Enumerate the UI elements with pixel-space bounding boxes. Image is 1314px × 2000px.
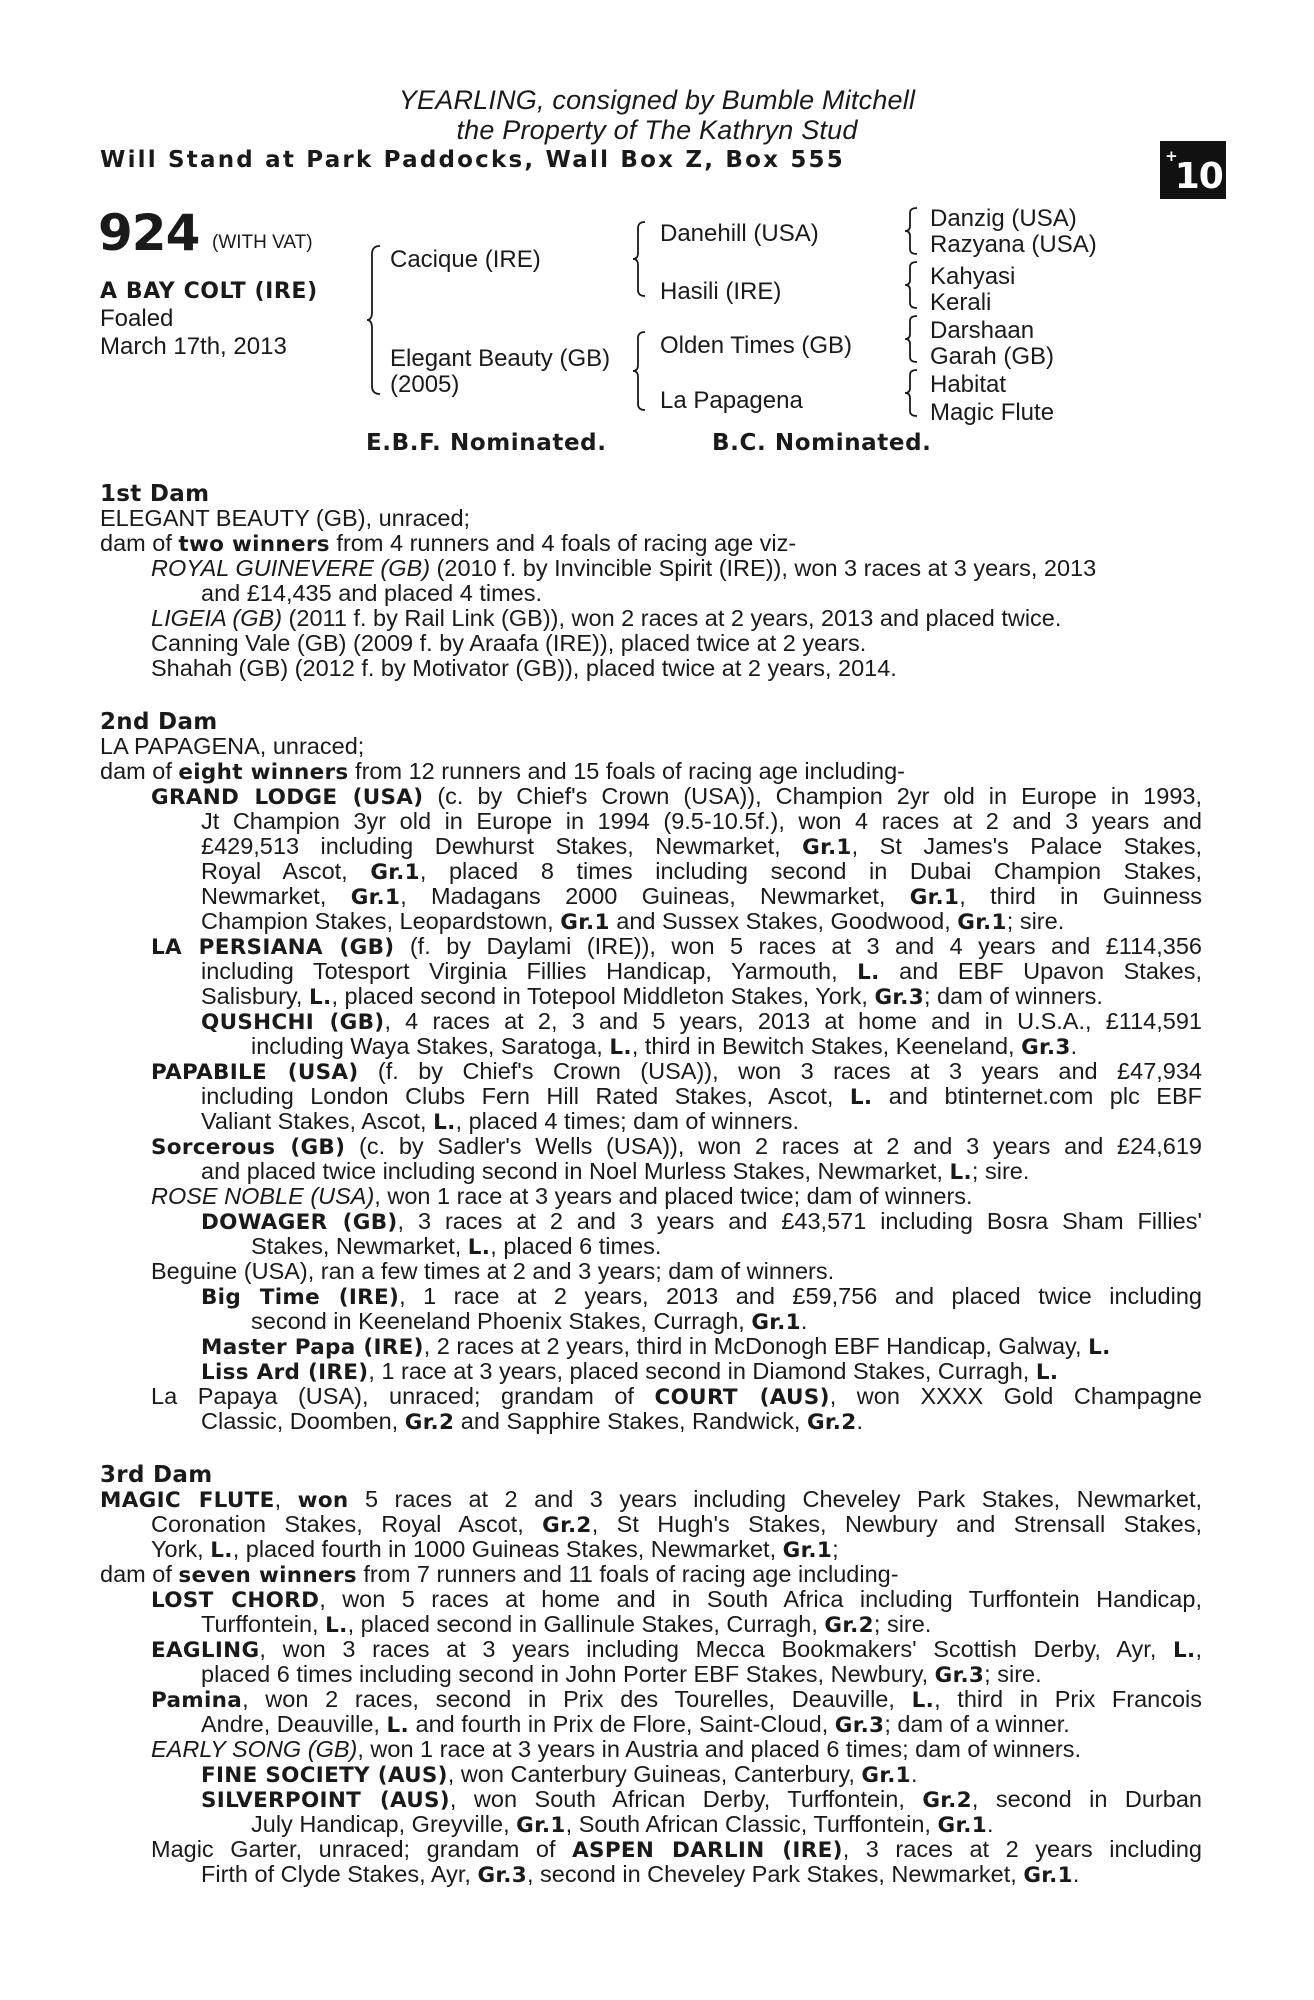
la-persiana-line-2: including Totesport Virginia Fillies Handicap, Yarmouth, L. and EBF Upavon Stakes,	[201, 958, 1202, 985]
papabile-line-2: including London Clubs Fern Hill Rated Stakes, Ascot, L. and btinternet.com plc EBF	[201, 1083, 1202, 1110]
lot-badge: +10	[1160, 141, 1226, 199]
papabile-line-1: PAPABILE (USA) (f. by Chief's Crown (USA)), won 3 races at 3 years and £47,934	[151, 1058, 1203, 1085]
first-dam-progeny-3: Canning Vale (GB) (2009 f. by Araafa (IRE)), placed twice at 2 years.	[151, 630, 867, 656]
property-line: the Property of The Kathryn Stud	[456, 115, 858, 145]
eagling-line-1: EAGLING, won 3 races at 3 years including Mecca Bookmakers' Scottish Derby, Ayr, L.,	[151, 1636, 1202, 1663]
grand-lodge-line-1: GRAND LODGE (USA) (c. by Chief's Crown (USA)), Champion 2yr old in Europe in 1993,	[151, 783, 1202, 810]
pamina-line-2: Andre, Deauville, L. and fourth in Prix de Flore, Saint-Cloud, Gr.3; dam of a winner.	[201, 1711, 1070, 1738]
first-dam-progeny-4: Shahah (GB) (2012 f. by Motivator (GB)), placed twice at 2 years, 2014.	[151, 655, 897, 681]
second-dam-summary: dam of eight winners from 12 runners and 15 foals of racing age including-	[100, 758, 906, 785]
ebf-nominated: E.B.F. Nominated.	[366, 430, 607, 456]
magic-flute-line-3: York, L., placed fourth in 1000 Guineas Stakes, Newmarket, Gr.1;	[151, 1536, 839, 1563]
foaled-info: Foaled March 17th, 2013	[100, 305, 287, 360]
grand-lodge-line-4: Royal Ascot, Gr.1, placed 8 times including second in Dubai Champion Stakes,	[201, 858, 1202, 885]
lost-chord-line-2: Turffontein, L., placed second in Gallinule Stakes, Curragh, Gr.2; sire.	[201, 1611, 932, 1638]
magic-flute-line-1: MAGIC FLUTE, won 5 races at 2 and 3 years including Cheveley Park Stakes, Newmarket,	[100, 1486, 1203, 1513]
eagling-line-2: placed 6 times including second in John Porter EBF Stakes, Newbury, Gr.3; sire.	[201, 1661, 1042, 1688]
big-time-line-1: Big Time (IRE), 1 race at 2 years, 2013 and £59,756 and placed twice including	[201, 1283, 1202, 1310]
pedigree-brace-g3	[904, 314, 924, 364]
pedigree-g4-3: Kahyasi	[930, 263, 1016, 290]
dowager-line-1: DOWAGER (GB), 3 races at 2 and 3 years and £43,571 including Bosra Sham Fillies'	[201, 1208, 1202, 1235]
third-dam-title: 3rd Dam	[100, 1462, 213, 1488]
grand-lodge-line-6: Champion Stakes, Leopardstown, Gr.1 and Sussex Stakes, Goodwood, Gr.1; sire.	[201, 908, 1065, 935]
liss-ard-line: Liss Ard (IRE), 1 race at 3 years, placed second in Diamond Stakes, Curragh, L.	[201, 1358, 1059, 1385]
qushchi-line-1: QUSHCHI (GB), 4 races at 2, 3 and 5 years, 2013 at home and in U.S.A., £114,591	[201, 1008, 1202, 1035]
pedigree-sire: Cacique (IRE)	[390, 246, 541, 273]
pedigree-sire-sire: Danehill (USA)	[660, 220, 819, 247]
pedigree-dam: Elegant Beauty (GB)	[390, 345, 611, 372]
pedigree-g4-1: Danzig (USA)	[930, 205, 1077, 232]
consignor-line: YEARLING, consigned by Bumble Mitchell	[398, 85, 916, 115]
big-time-line-2: second in Keeneland Phoenix Stakes, Curragh, Gr.1.	[251, 1308, 808, 1335]
pedigree-g4-6: Garah (GB)	[930, 343, 1055, 370]
first-dam-summary: dam of two winners from 4 runners and 4 foals of racing age viz-	[100, 530, 797, 557]
first-dam-progeny-1: ROYAL GUINEVERE (GB) (2010 f. by Invincible Spirit (IRE)), won 3 races at 3 years, 2013	[151, 555, 1097, 581]
fine-society-line: FINE SOCIETY (AUS), won Canterbury Guineas, Canterbury, Gr.1.	[201, 1761, 918, 1788]
pedigree-g4-4: Kerali	[930, 289, 992, 316]
magic-garter-line-1: Magic Garter, unraced; grandam of ASPEN DARLIN (IRE), 3 races at 2 years including	[151, 1836, 1203, 1863]
pedigree-dam-dam: La Papagena	[660, 387, 803, 414]
lot-number: 924	[98, 204, 200, 262]
la-persiana-line-3: Salisbury, L., placed second in Totepool Middleton Stakes, York, Gr.3; dam of winners.	[201, 983, 1103, 1010]
pedigree-brace-dam	[632, 330, 654, 412]
silverpoint-line-2: July Handicap, Greyville, Gr.1, South African Classic, Turffontein, Gr.1.	[251, 1811, 994, 1838]
first-dam-title: 1st Dam	[100, 481, 210, 507]
magic-garter-line-2: Firth of Clyde Stakes, Ayr, Gr.3, second in Cheveley Park Stakes, Newmarket, Gr.1.	[201, 1861, 1080, 1888]
bc-nominated: B.C. Nominated.	[712, 430, 932, 456]
master-papa-line: Master Papa (IRE), 2 races at 2 years, third in McDonogh EBF Handicap, Galway, L.	[201, 1333, 1111, 1360]
pamina-line-1: Pamina, won 2 races, second in Prix des Tourelles, Deauville, L., third in Prix Francois	[151, 1686, 1203, 1713]
pedigree-dam-sire: Olden Times (GB)	[660, 332, 853, 359]
sorcerous-line-1: Sorcerous (GB) (c. by Sadler's Wells (USA)), won 2 races at 2 and 3 years and £24,619	[151, 1133, 1202, 1160]
pedigree-g4-2: Razyana (USA)	[930, 231, 1097, 258]
first-dam-progeny-2: LIGEIA (GB) (2011 f. by Rail Link (GB)), won 2 races at 2 years, 2013 and placed twice.	[151, 605, 1062, 631]
pedigree-g4-5: Darshaan	[930, 317, 1035, 344]
rose-noble-line: ROSE NOBLE (USA), won 1 race at 3 years and placed twice; dam of winners.	[151, 1183, 973, 1209]
pedigree-sire-dam: Hasili (IRE)	[660, 278, 782, 305]
grand-lodge-line-2: Jt Champion 3yr old in Europe in 1994 (9.5-10.5f.), won 4 races at 2 and 3 years and	[201, 808, 1202, 834]
vat-label: (WITH VAT)	[212, 232, 313, 253]
pedigree-brace-g2	[904, 260, 924, 310]
beguine-line: Beguine (USA), ran a few times at 2 and 3 years; dam of winners.	[151, 1258, 835, 1284]
la-papaya-line-1: La Papaya (USA), unraced; grandam of COURT (AUS), won XXXX Gold Champagne	[151, 1383, 1202, 1410]
second-dam-title: 2nd Dam	[100, 709, 218, 735]
pedigree-brace-g4	[904, 368, 924, 418]
grand-lodge-line-5: Newmarket, Gr.1, Madagans 2000 Guineas, Newmarket, Gr.1, third in Guinness	[201, 883, 1202, 910]
sorcerous-line-2: and placed twice including second in Noel Murless Stakes, Newmarket, L.; sire.	[201, 1158, 1030, 1185]
grand-lodge-line-3: £429,513 including Dewhurst Stakes, Newmarket, Gr.1, St James's Palace Stakes,	[201, 833, 1202, 860]
pedigree-brace-sire	[632, 220, 654, 298]
pedigree-brace-g1	[904, 206, 924, 256]
early-song-line: EARLY SONG (GB), won 1 race at 3 years in Austria and placed 6 times; dam of winners.	[151, 1736, 1082, 1762]
pedigree-brace-main	[366, 244, 390, 396]
magic-flute-line-2: Coronation Stakes, Royal Ascot, Gr.2, St Hugh's Stakes, Newbury and Strensall Stakes,	[151, 1511, 1202, 1538]
second-dam-name: LA PAPAGENA, unraced;	[100, 733, 365, 759]
first-dam-name: ELEGANT BEAUTY (GB), unraced;	[100, 505, 471, 531]
lost-chord-line-1: LOST CHORD, won 5 races at home and in South Africa including Turffontein Handicap,	[151, 1586, 1202, 1613]
pedigree-dam-year: (2005)	[390, 371, 460, 398]
stand-location: Will Stand at Park Paddocks, Wall Box Z, Box 555	[100, 147, 845, 173]
third-dam-summary: dam of seven winners from 7 runners and 11 foals of racing age including-	[100, 1561, 899, 1588]
lot-description: A BAY COLT (IRE)	[100, 279, 318, 304]
pedigree-g4-7: Habitat	[930, 371, 1007, 398]
dowager-line-2: Stakes, Newmarket, L., placed 6 times.	[251, 1233, 662, 1260]
pedigree-g4-8: Magic Flute	[930, 399, 1055, 426]
la-papaya-line-2: Classic, Doomben, Gr.2 and Sapphire Stakes, Randwick, Gr.2.	[201, 1408, 864, 1435]
qushchi-line-2: including Waya Stakes, Saratoga, L., third in Bewitch Stakes, Keeneland, Gr.3.	[251, 1033, 1078, 1060]
papabile-line-3: Valiant Stakes, Ascot, L., placed 4 times; dam of winners.	[201, 1108, 800, 1135]
la-persiana-line-1: LA PERSIANA (GB) (f. by Daylami (IRE)), won 5 races at 3 and 4 years and £114,356	[151, 933, 1202, 960]
silverpoint-line-1: SILVERPOINT (AUS), won South African Derby, Turffontein, Gr.2, second in Durban	[201, 1786, 1202, 1813]
first-dam-progeny-1-cont: and £14,435 and placed 4 times.	[201, 580, 543, 606]
